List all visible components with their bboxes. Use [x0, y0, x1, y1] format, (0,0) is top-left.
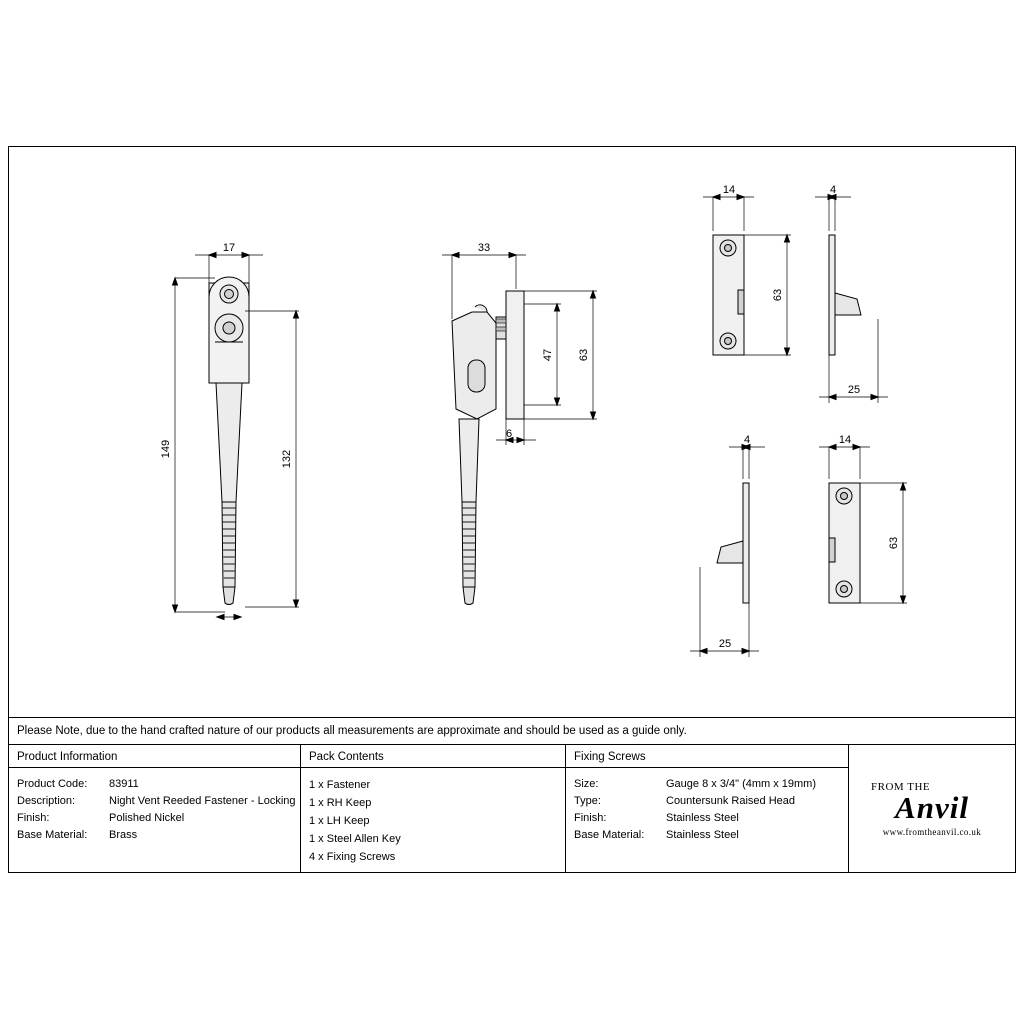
- product-code-label: Product Code:: [17, 778, 88, 790]
- finish-value: Polished Nickel: [109, 812, 185, 824]
- logo-url-text: www.fromtheanvil.co.uk: [882, 827, 982, 837]
- pack-contents-panel: [301, 745, 566, 873]
- screw-base-material-value: Stainless Steel: [666, 829, 739, 841]
- dimensioned-drawing: [9, 147, 1015, 717]
- list-item: 1 x Steel Allen Key: [309, 833, 401, 845]
- product-information-title: Product Information: [17, 751, 118, 763]
- keep-rh-front-view: [703, 184, 791, 355]
- screw-finish-label: Finish:: [574, 812, 607, 824]
- list-item: 1 x Fastener: [309, 779, 371, 791]
- list-item: 4 x Fixing Screws: [309, 851, 396, 863]
- dim-label-33: 33: [477, 242, 491, 254]
- dim-label-25-rh: 25: [847, 384, 861, 396]
- drawing-area: [9, 147, 1015, 717]
- dim-label-6: 6: [505, 428, 513, 440]
- list-item: 1 x LH Keep: [309, 815, 370, 827]
- dim-label-63-rh: 63: [772, 288, 784, 302]
- dim-label-47: 47: [542, 348, 554, 362]
- fixing-screws-body: [566, 767, 848, 873]
- product-code-value: 83911: [109, 778, 139, 790]
- table-row: [17, 827, 300, 844]
- table-row: [574, 810, 848, 827]
- finish-label: Finish:: [17, 812, 50, 824]
- measurement-note: Please Note, due to the hand crafted nature of our products all measurements are approximate and should be used as a guide only.: [9, 717, 1015, 744]
- screw-type-label: Type:: [574, 795, 601, 807]
- front-view-fastener: [160, 242, 299, 620]
- fixing-screws-title: Fixing Screws: [574, 751, 646, 763]
- base-material-label: Base Material:: [17, 829, 88, 841]
- brand-logo: [849, 745, 1015, 873]
- keep-lh-side-view: [690, 434, 765, 657]
- dim-label-4-rh: 4: [829, 184, 837, 196]
- keep-rh-side-view: [815, 184, 888, 403]
- dim-label-14-rh: 14: [722, 184, 736, 196]
- base-material-value: Brass: [109, 829, 138, 841]
- screw-size-label: Size:: [574, 778, 599, 790]
- keep-lh-front-view: [819, 434, 907, 603]
- dim-label-149: 149: [160, 439, 172, 459]
- brand-logo-panel: [849, 745, 1015, 873]
- list-item: 1 x RH Keep: [309, 797, 372, 809]
- product-information-panel: [9, 745, 301, 873]
- logo-anvil-text: Anvil: [895, 790, 969, 825]
- dim-label-25-lh: 25: [718, 638, 732, 650]
- side-view-fastener: [442, 242, 597, 605]
- table-row: [574, 793, 848, 810]
- description-label: Description:: [17, 795, 76, 807]
- info-tables: [9, 744, 1015, 872]
- dim-label-63-lh: 63: [888, 536, 900, 550]
- pack-contents-body: [301, 767, 565, 873]
- logo-from-the-text: FROM THE: [871, 781, 931, 793]
- dim-label-132: 132: [281, 449, 293, 469]
- product-information-body: [9, 767, 300, 873]
- table-row: [17, 776, 300, 793]
- description-value: Night Vent Reeded Fastener - Locking: [109, 795, 296, 807]
- screw-size-value: Gauge 8 x 3/4" (4mm x 19mm): [666, 778, 817, 790]
- dim-label-63-side: 63: [578, 348, 590, 362]
- pack-contents-title: Pack Contents: [309, 751, 384, 763]
- dim-label-14-lh: 14: [838, 434, 852, 446]
- table-row: [17, 793, 300, 810]
- table-row: [574, 776, 848, 793]
- fixing-screws-panel: [566, 745, 849, 873]
- table-row: [17, 810, 300, 827]
- dim-label-17: 17: [222, 242, 236, 254]
- screw-finish-value: Stainless Steel: [666, 812, 739, 824]
- screw-type-value: Countersunk Raised Head: [666, 795, 796, 807]
- technical-drawing-sheet: [8, 146, 1016, 873]
- dim-label-4-lh: 4: [743, 434, 751, 446]
- table-row: [574, 827, 848, 844]
- screw-base-material-label: Base Material:: [574, 829, 645, 841]
